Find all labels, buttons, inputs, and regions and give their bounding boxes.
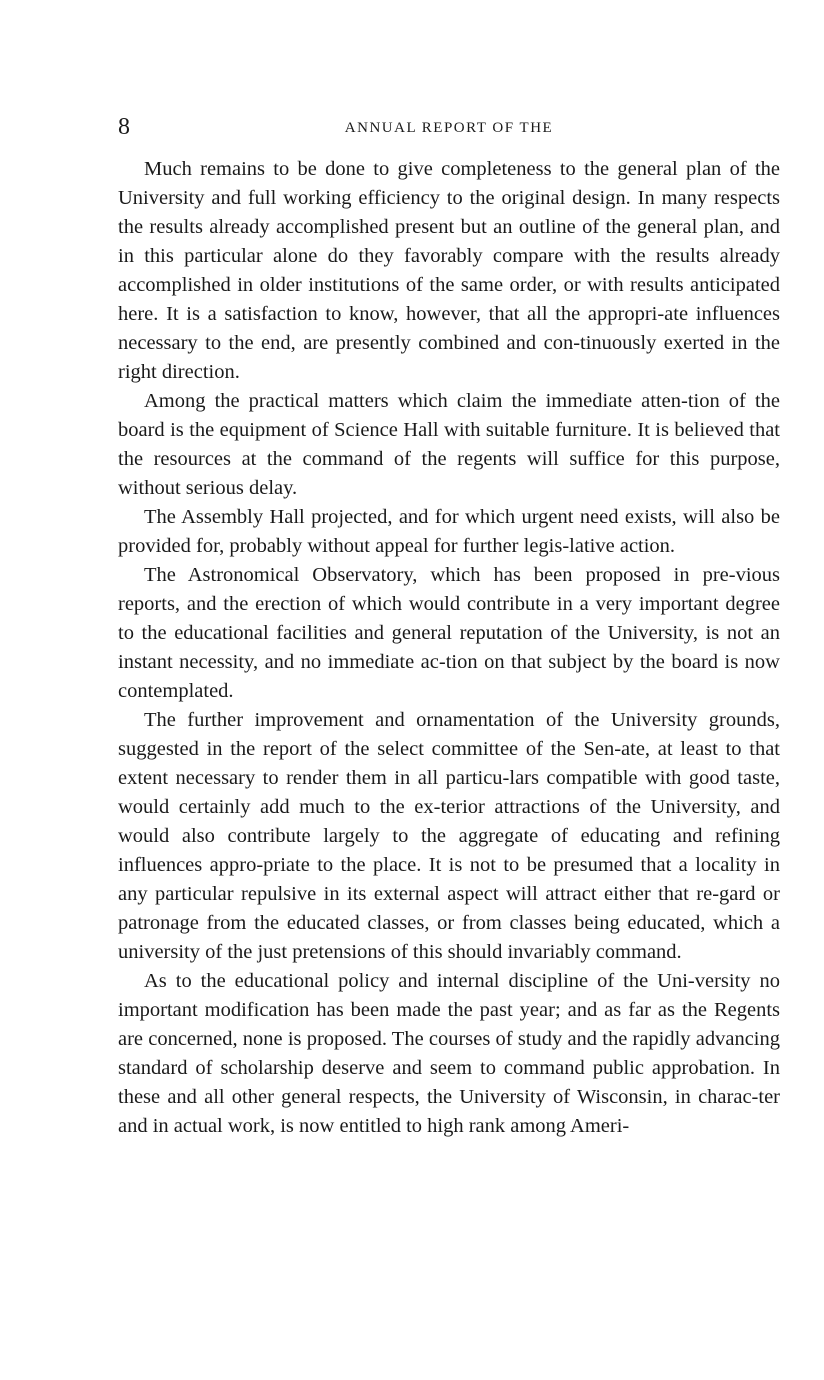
page-number: 8 [118, 114, 130, 140]
running-head: ANNUAL REPORT OF THE [344, 120, 554, 136]
body-text [118, 155, 780, 1141]
page-header [118, 112, 780, 142]
paragraph: The Astronomical Observatory, which has been proposed in pre-vious reports, and the erection of which would contribute in a very important degree to the educational facilities and general reputation of the University, is not an instant necessity, and no immediate ac-tion on that subject by the board is now contemplated. [118, 564, 780, 702]
paragraph: As to the educational policy and internal discipline of the Uni-versity no important modification has been made the past year; and as far as the Regents are concerned, none is proposed. The courses of study and the rapidly advancing standard of scholarship deserve and seem to command public approbation. In these and all other general respects, the University of Wisconsin, in charac-ter and in actual work, is now entitled to high rank among Ameri- [118, 970, 780, 1137]
paragraph: Much remains to be done to give completeness to the general plan of the University and full working efficiency to the original design. In many respects the results already accomplished present but an outline of the general plan, and in this particular alone do they favorably compare with the results already accomplished in older institutions of the same order, or with results anticipated here. It is a satisfaction to know, however, that all the appropri-ate influences necessary to the end, are presently combined and con-tinuously exerted in the right direction. [118, 158, 780, 383]
paragraph: The Assembly Hall projected, and for which urgent need exists, will also be provided for, probably without appeal for further legis-lative action. [118, 506, 780, 557]
paragraph: The further improvement and ornamentation of the University grounds, suggested in the report of the select committee of the Sen-ate, at least to that extent necessary to render them in all particu-lars compatible with good taste, would certainly add much to the ex-terior attractions of the University, and would also contribute largely to the aggregate of educating and refining influences appro-priate to the place. It is not to be presumed that a locality in any particular repulsive in its external aspect will attract either that re-gard or patronage from the educated classes, or from classes being educated, which a university of the just pretensions of this should invariably command. [118, 709, 780, 963]
paragraph: Among the practical matters which claim the immediate atten-tion of the board is the equipment of Science Hall with suitable furniture. It is believed that the resources at the command of the regents will suffice for this purpose, without serious delay. [118, 390, 780, 499]
